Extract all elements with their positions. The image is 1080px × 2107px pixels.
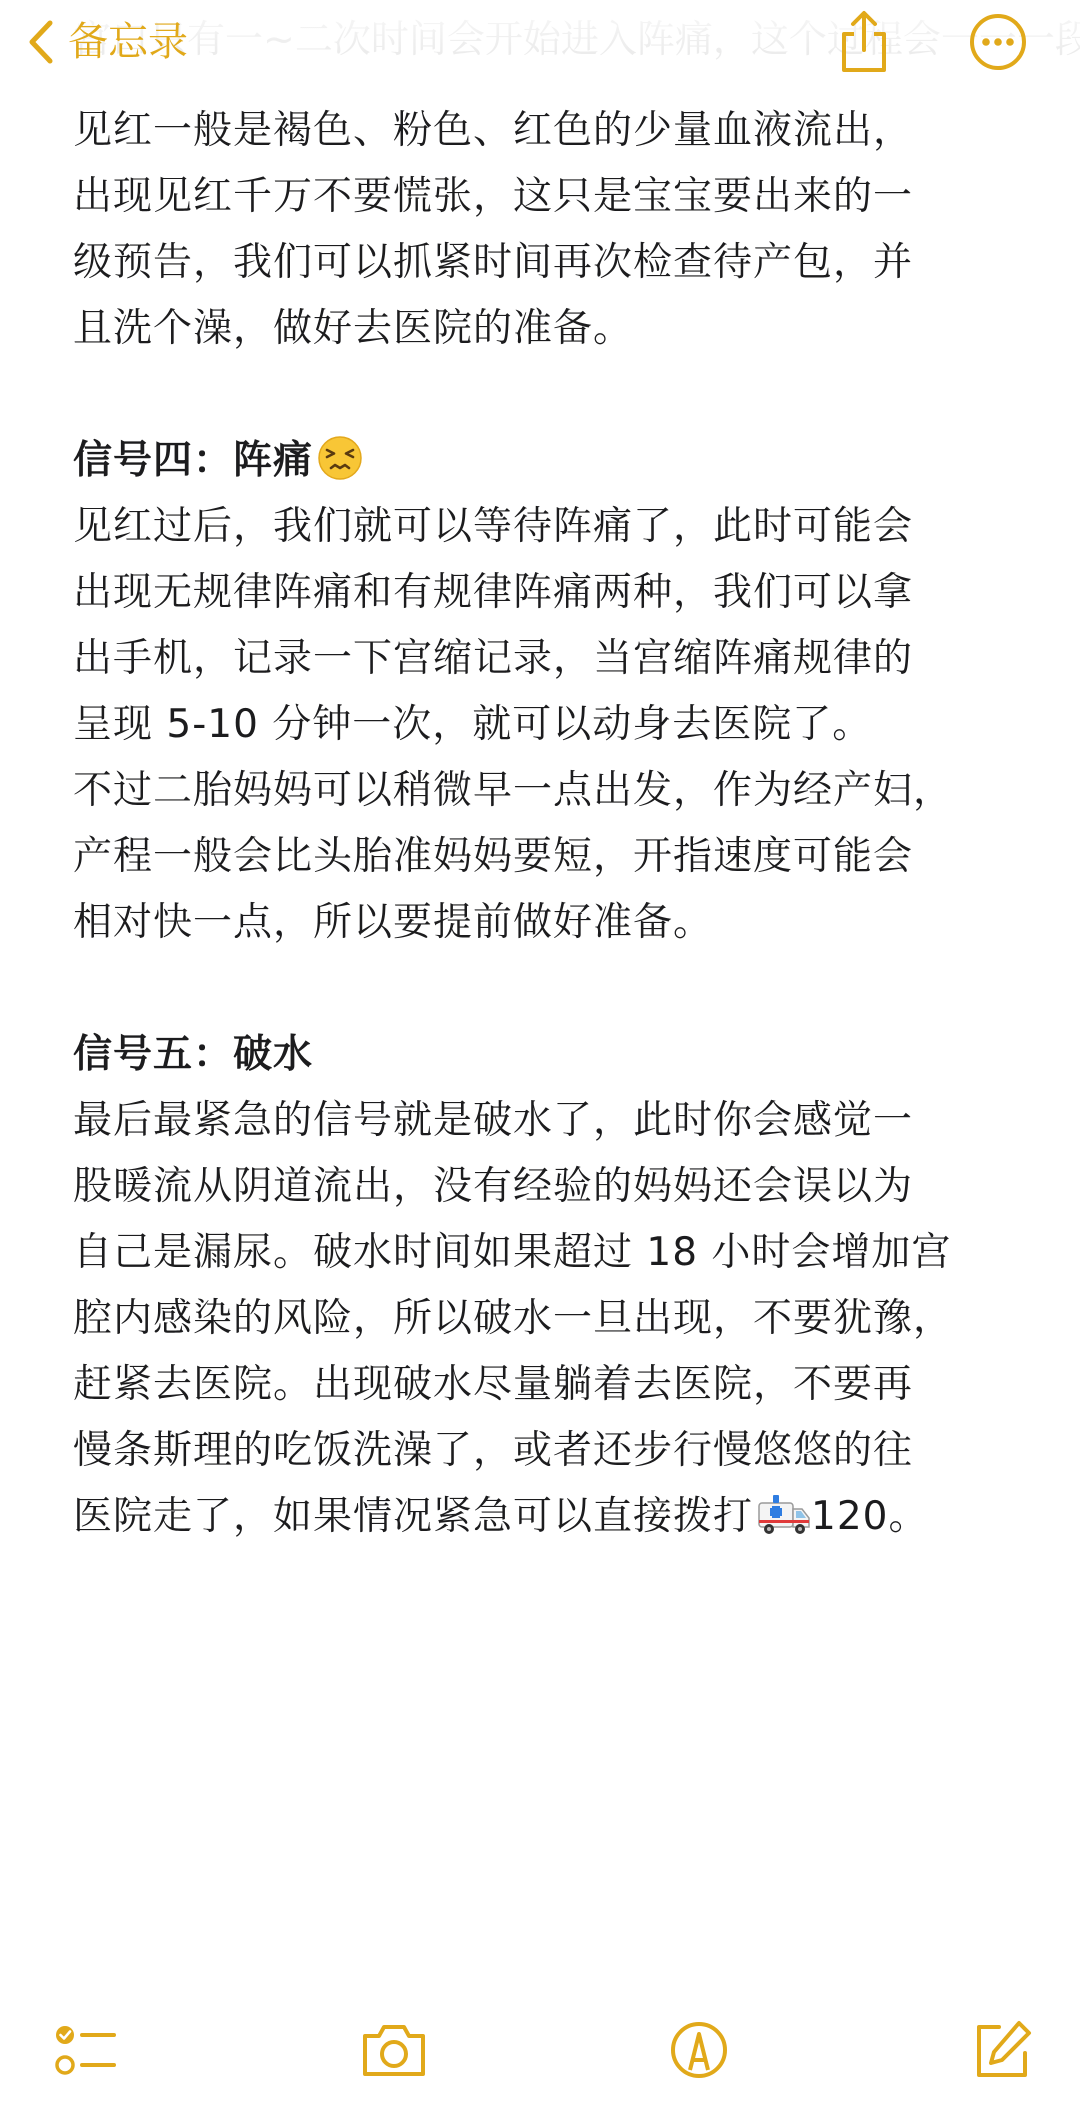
text-line: 级预告，我们可以抓紧时间再次检查待产包，并 xyxy=(73,240,914,285)
note-body[interactable] xyxy=(73,98,1033,1550)
text-line: 赶紧去医院。出现破水尽量躺着去医院，不要再 xyxy=(73,1362,914,1407)
back-label: 备忘录 xyxy=(68,19,188,65)
text-line: 出现无规律阵痛和有规律阵痛两种，我们可以拿 xyxy=(73,570,914,615)
text-line: 不过二胎妈妈可以稍微早一点出发，作为经产妇， xyxy=(73,768,954,813)
markup-icon xyxy=(669,2020,729,2084)
persevering-face-emoji-icon xyxy=(317,435,363,502)
text-line: 出现见红千万不要慌张，这只是宝宝要出来的一 xyxy=(73,174,914,219)
compose-button[interactable] xyxy=(966,2016,1038,2088)
checklist-button[interactable] xyxy=(50,2016,122,2088)
last-line-text-end: 120。 xyxy=(811,1494,929,1539)
share-button[interactable] xyxy=(830,10,898,78)
camera-button[interactable] xyxy=(358,2016,430,2088)
share-icon xyxy=(836,10,892,78)
text-line: 慢条斯理的吃饭洗澡了，或者还步行慢悠悠的往 xyxy=(73,1428,914,1473)
heading-text: 信号四：阵痛 xyxy=(73,438,314,483)
last-line-text: 医院走了，如果情况紧急可以直接拨打 xyxy=(73,1494,754,1539)
text-line: 呈现 5-10 分钟一次，就可以动身去医院了。 xyxy=(73,702,873,747)
more-button[interactable] xyxy=(964,10,1032,78)
section-heading-signal-4 xyxy=(73,428,1033,494)
text-line: 见红过后，我们就可以等待阵痛了，此时可能会 xyxy=(73,504,914,549)
checklist-icon xyxy=(54,2020,118,2084)
camera-icon xyxy=(359,2022,429,2082)
text-line: 相对快一点，所以要提前做好准备。 xyxy=(73,900,714,945)
chevron-left-icon xyxy=(28,19,54,65)
text-line: 最后最紧急的信号就是破水了，此时你会感觉一 xyxy=(73,1098,914,1143)
section-heading-signal-5: 信号五：破水 xyxy=(73,1032,314,1077)
markup-button[interactable] xyxy=(663,2016,735,2088)
more-icon xyxy=(968,12,1028,76)
text-line: 见红一般是褐色、粉色、红色的少量血液流出， xyxy=(73,108,914,153)
back-button[interactable] xyxy=(28,12,188,72)
blank-line xyxy=(73,956,1033,1022)
text-line: 腔内感染的风险，所以破水一旦出现，不要犹豫， xyxy=(73,1296,954,1341)
ambulance-emoji-icon xyxy=(757,1492,811,1558)
blank-line xyxy=(73,362,1033,428)
text-line: 股暖流从阴道流出，没有经验的妈妈还会误以为 xyxy=(73,1164,914,1209)
text-line: 自己是漏尿。破水时间如果超过 18 小时会增加宫 xyxy=(73,1230,952,1275)
text-line: 产程一般会比头胎准妈妈要短，开指速度可能会 xyxy=(73,834,914,879)
compose-icon xyxy=(971,2019,1033,2085)
text-line: 出手机，记录一下宫缩记录，当宫缩阵痛规律的 xyxy=(73,636,914,681)
text-line xyxy=(73,1484,1033,1550)
bottom-toolbar xyxy=(0,2012,1080,2092)
text-line: 且洗个澡，做好去医院的准备。 xyxy=(73,306,634,351)
navigation-bar xyxy=(0,0,1080,90)
